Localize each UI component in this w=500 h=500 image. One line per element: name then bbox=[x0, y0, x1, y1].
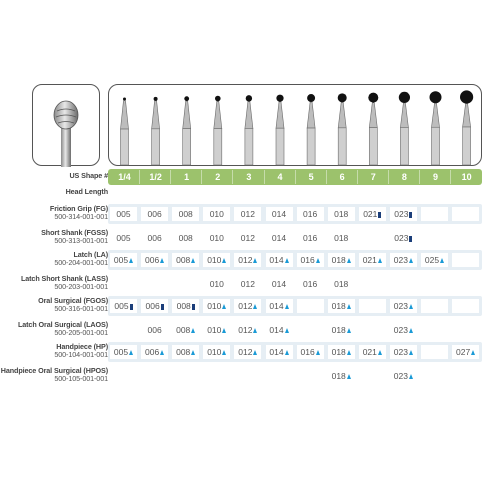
shape-number-6: 4 bbox=[277, 172, 283, 182]
size-value: 005 bbox=[113, 347, 129, 357]
triangle-marker-icon bbox=[440, 258, 444, 263]
size-cell bbox=[203, 253, 230, 267]
size-value: 016 bbox=[303, 279, 318, 289]
size-value: 008 bbox=[178, 233, 193, 243]
row-code: 500-204-001-001 bbox=[54, 258, 108, 267]
triangle-marker-icon bbox=[129, 350, 133, 355]
size-cell bbox=[328, 299, 355, 313]
size-value: 005 bbox=[113, 255, 129, 265]
size-value: 012 bbox=[240, 233, 255, 243]
size-value: 023 bbox=[393, 325, 408, 335]
size-cell bbox=[390, 345, 417, 359]
bur-drawing-5 bbox=[245, 95, 253, 165]
size-cell bbox=[297, 299, 324, 313]
size-cell bbox=[141, 345, 168, 359]
size-cell bbox=[390, 369, 417, 383]
size-value: 010 bbox=[209, 233, 224, 243]
size-cell bbox=[297, 231, 324, 245]
triangle-marker-icon bbox=[378, 258, 382, 263]
size-value: 006 bbox=[147, 209, 162, 219]
size-cell bbox=[266, 323, 293, 337]
size-cell bbox=[234, 345, 261, 359]
size-cell bbox=[172, 231, 199, 245]
size-value: 018 bbox=[334, 209, 349, 219]
size-value: 023 bbox=[394, 209, 409, 219]
size-value: 021 bbox=[362, 255, 377, 265]
size-cell bbox=[452, 299, 479, 313]
shape-separator bbox=[139, 170, 140, 184]
size-cell bbox=[234, 277, 261, 291]
triangle-marker-icon bbox=[160, 258, 164, 263]
triangle-marker-icon bbox=[347, 304, 351, 309]
size-value: 012 bbox=[238, 325, 253, 335]
size-cell bbox=[266, 253, 293, 267]
square-marker-icon bbox=[130, 304, 133, 310]
size-cell bbox=[203, 277, 230, 291]
size-value: 023 bbox=[393, 371, 408, 381]
size-cell bbox=[110, 323, 137, 337]
size-cell bbox=[203, 207, 230, 221]
bur-lineup-frame bbox=[108, 84, 482, 166]
size-cell bbox=[297, 345, 324, 359]
row-label bbox=[0, 229, 108, 245]
size-cell bbox=[266, 207, 293, 221]
row-code: 500-314-001-001 bbox=[54, 212, 108, 221]
size-value: 010 bbox=[207, 301, 222, 311]
shape-separator bbox=[450, 170, 451, 184]
square-marker-icon bbox=[409, 236, 412, 242]
size-cell bbox=[452, 277, 479, 291]
size-cell bbox=[390, 277, 417, 291]
size-cell bbox=[452, 345, 479, 359]
size-cell bbox=[390, 253, 417, 267]
size-value: 016 bbox=[300, 255, 315, 265]
size-value: 014 bbox=[269, 347, 284, 357]
size-cell bbox=[359, 253, 386, 267]
size-value: 018 bbox=[334, 279, 349, 289]
size-cell bbox=[359, 345, 386, 359]
size-value: 012 bbox=[240, 209, 255, 219]
shape-number-8: 6 bbox=[339, 172, 345, 182]
triangle-marker-icon bbox=[409, 350, 413, 355]
round-bur-thumbnail-icon bbox=[33, 85, 101, 167]
triangle-marker-icon bbox=[191, 350, 195, 355]
size-value: 018 bbox=[331, 347, 346, 357]
shape-number-3: 1 bbox=[184, 172, 190, 182]
triangle-marker-icon bbox=[409, 258, 413, 263]
size-cell bbox=[203, 369, 230, 383]
size-cell bbox=[390, 207, 417, 221]
us-shape-label: US Shape # bbox=[69, 171, 108, 180]
size-value: 018 bbox=[334, 233, 349, 243]
size-cell bbox=[328, 369, 355, 383]
size-cell bbox=[359, 231, 386, 245]
size-cell bbox=[328, 323, 355, 337]
size-value: 005 bbox=[114, 301, 129, 311]
triangle-marker-icon bbox=[160, 350, 164, 355]
size-cell bbox=[359, 277, 386, 291]
row-code: 500-203-001-001 bbox=[54, 282, 108, 291]
size-value: 014 bbox=[271, 209, 287, 219]
size-cell bbox=[234, 323, 261, 337]
size-cell bbox=[110, 231, 137, 245]
size-cell bbox=[452, 369, 479, 383]
row-code: 500-104-001-001 bbox=[54, 350, 108, 359]
size-cell bbox=[266, 277, 293, 291]
size-value: 006 bbox=[147, 325, 162, 335]
size-cell bbox=[266, 231, 293, 245]
head-length-label: Head Length bbox=[65, 187, 108, 196]
bur-drawing-2 bbox=[152, 97, 160, 165]
triangle-marker-icon bbox=[285, 350, 289, 355]
triangle-marker-icon bbox=[129, 258, 133, 263]
size-cell bbox=[141, 369, 168, 383]
size-cell bbox=[234, 207, 261, 221]
square-marker-icon bbox=[409, 212, 412, 218]
bur-drawing-11 bbox=[430, 91, 442, 165]
size-value: 010 bbox=[207, 347, 222, 357]
shape-number-11: 9 bbox=[432, 172, 438, 182]
bur-drawing-12 bbox=[460, 90, 473, 165]
triangle-marker-icon bbox=[285, 328, 289, 333]
triangle-marker-icon bbox=[253, 258, 257, 263]
size-cell bbox=[452, 323, 479, 337]
shape-number-7: 5 bbox=[308, 172, 314, 182]
size-cell bbox=[297, 277, 324, 291]
row-label bbox=[0, 343, 108, 359]
size-cell bbox=[172, 253, 199, 267]
size-value: 012 bbox=[240, 279, 255, 289]
size-value: 006 bbox=[145, 255, 160, 265]
size-cell bbox=[203, 231, 230, 245]
size-cell bbox=[172, 369, 199, 383]
size-cell bbox=[110, 345, 137, 359]
size-value: 023 bbox=[394, 233, 409, 243]
row-name: Latch Short Shank (LASS) bbox=[20, 274, 108, 283]
triangle-marker-icon bbox=[253, 350, 257, 355]
bur-drawing-7 bbox=[307, 94, 315, 165]
size-cell bbox=[203, 299, 230, 313]
bur-drawing-6 bbox=[276, 95, 284, 165]
size-cell bbox=[141, 231, 168, 245]
size-cell bbox=[172, 207, 199, 221]
shape-separator bbox=[232, 170, 233, 184]
shape-number-2: 1/2 bbox=[149, 172, 162, 182]
row-name: Latch Oral Surgical (LAOS) bbox=[17, 320, 108, 329]
size-value: 012 bbox=[238, 255, 253, 265]
row-code: 500-316-001-001 bbox=[54, 304, 108, 313]
row-name: Short Shank (FGSS) bbox=[41, 228, 108, 237]
size-cell bbox=[359, 369, 386, 383]
square-marker-icon bbox=[161, 304, 164, 310]
size-cell bbox=[297, 207, 324, 221]
triangle-marker-icon bbox=[191, 258, 195, 263]
size-cell bbox=[234, 369, 261, 383]
triangle-marker-icon bbox=[347, 258, 351, 263]
triangle-marker-icon bbox=[316, 258, 320, 263]
row-code: 500-105-001-001 bbox=[54, 374, 108, 383]
row-name: Handpiece (HP) bbox=[56, 342, 108, 351]
shape-separator bbox=[295, 170, 296, 184]
size-cell bbox=[390, 299, 417, 313]
size-cell bbox=[452, 207, 479, 221]
size-value: 008 bbox=[176, 301, 191, 311]
size-value: 014 bbox=[271, 233, 287, 243]
size-cell bbox=[421, 369, 448, 383]
size-cell bbox=[328, 277, 355, 291]
size-cell bbox=[141, 207, 168, 221]
shape-number-12: 10 bbox=[461, 172, 472, 182]
size-cell bbox=[172, 277, 199, 291]
size-cell bbox=[421, 207, 448, 221]
size-cell bbox=[110, 277, 137, 291]
size-cell bbox=[359, 299, 386, 313]
row-name: Friction Grip (FG) bbox=[49, 204, 108, 213]
triangle-marker-icon bbox=[285, 304, 289, 309]
triangle-marker-icon bbox=[409, 374, 413, 379]
triangle-marker-icon bbox=[222, 350, 226, 355]
size-cell bbox=[234, 253, 261, 267]
size-value: 008 bbox=[176, 347, 191, 357]
shape-number-4: 2 bbox=[215, 172, 221, 182]
size-cell bbox=[421, 277, 448, 291]
size-value: 025 bbox=[424, 255, 440, 265]
size-cell bbox=[203, 345, 230, 359]
size-value: 006 bbox=[145, 301, 160, 311]
size-value: 018 bbox=[331, 371, 346, 381]
size-value: 012 bbox=[238, 301, 253, 311]
size-cell bbox=[328, 207, 355, 221]
size-cell bbox=[328, 231, 355, 245]
size-cell bbox=[328, 253, 355, 267]
shape-separator bbox=[170, 170, 171, 184]
triangle-marker-icon bbox=[285, 258, 289, 263]
size-cell bbox=[359, 207, 386, 221]
shape-separator bbox=[264, 170, 265, 184]
row-name: Handpiece Oral Surgical (HPOS) bbox=[0, 366, 108, 375]
size-value: 021 bbox=[363, 209, 378, 219]
size-value: 021 bbox=[362, 347, 377, 357]
shape-separator bbox=[419, 170, 420, 184]
square-marker-icon bbox=[378, 212, 381, 218]
size-cell bbox=[172, 323, 199, 337]
size-cell bbox=[390, 231, 417, 245]
size-value: 018 bbox=[331, 301, 346, 311]
size-value: 018 bbox=[331, 255, 346, 265]
size-value: 023 bbox=[393, 301, 408, 311]
bur-drawing-4 bbox=[214, 96, 222, 165]
size-cell bbox=[172, 299, 199, 313]
size-cell bbox=[421, 253, 448, 267]
size-cell bbox=[421, 323, 448, 337]
size-value: 010 bbox=[209, 279, 224, 289]
triangle-marker-icon bbox=[222, 328, 226, 333]
triangle-marker-icon bbox=[253, 328, 257, 333]
row-label bbox=[0, 205, 108, 221]
bur-drawing-1 bbox=[121, 98, 129, 165]
row-name: Oral Surgical (FGOS) bbox=[38, 296, 108, 305]
size-value: 010 bbox=[209, 209, 224, 219]
size-value: 006 bbox=[147, 233, 162, 243]
triangle-marker-icon bbox=[316, 350, 320, 355]
size-cell bbox=[266, 369, 293, 383]
size-value: 023 bbox=[393, 347, 408, 357]
size-cell bbox=[452, 253, 479, 267]
size-value: 005 bbox=[116, 233, 131, 243]
triangle-marker-icon bbox=[347, 350, 351, 355]
size-cell bbox=[297, 369, 324, 383]
size-value: 005 bbox=[116, 209, 131, 219]
size-value: 010 bbox=[207, 255, 222, 265]
size-value: 006 bbox=[145, 347, 160, 357]
triangle-marker-icon bbox=[378, 350, 382, 355]
triangle-marker-icon bbox=[253, 304, 257, 309]
size-value: 016 bbox=[300, 347, 315, 357]
size-value: 014 bbox=[269, 325, 284, 335]
row-label bbox=[0, 321, 108, 337]
triangle-marker-icon bbox=[222, 258, 226, 263]
size-value: 023 bbox=[393, 255, 408, 265]
size-cell bbox=[141, 299, 168, 313]
size-value: 014 bbox=[269, 301, 284, 311]
size-cell bbox=[421, 299, 448, 313]
size-cell bbox=[110, 299, 137, 313]
size-value: 012 bbox=[238, 347, 253, 357]
bur-thumbnail-frame bbox=[32, 84, 100, 166]
square-marker-icon bbox=[192, 304, 195, 310]
size-value: 008 bbox=[176, 325, 191, 335]
triangle-marker-icon bbox=[409, 328, 413, 333]
size-cell bbox=[141, 253, 168, 267]
size-value: 008 bbox=[176, 255, 191, 265]
size-cell bbox=[141, 277, 168, 291]
bur-drawing-8 bbox=[338, 93, 347, 165]
shape-number-10: 8 bbox=[401, 172, 407, 182]
row-label bbox=[0, 367, 108, 383]
shape-separator bbox=[201, 170, 202, 184]
size-cell bbox=[328, 345, 355, 359]
size-value: 008 bbox=[178, 209, 193, 219]
bur-drawing-9 bbox=[368, 93, 378, 165]
size-cell bbox=[359, 323, 386, 337]
size-cell bbox=[266, 299, 293, 313]
triangle-marker-icon bbox=[409, 304, 413, 309]
shape-separator bbox=[357, 170, 358, 184]
size-cell bbox=[421, 345, 448, 359]
triangle-marker-icon bbox=[222, 304, 226, 309]
row-code: 500-205-001-001 bbox=[54, 328, 108, 337]
bur-drawing-3 bbox=[183, 96, 191, 165]
size-value: 016 bbox=[303, 209, 318, 219]
row-label bbox=[0, 251, 108, 267]
row-code: 500-313-001-001 bbox=[54, 236, 108, 245]
bur-drawing-10 bbox=[399, 92, 410, 165]
size-cell bbox=[234, 231, 261, 245]
triangle-marker-icon bbox=[347, 374, 351, 379]
size-value: 014 bbox=[271, 279, 287, 289]
size-value: 016 bbox=[303, 233, 318, 243]
size-cell bbox=[452, 231, 479, 245]
row-name: Latch (LA) bbox=[73, 250, 108, 259]
shape-separator bbox=[326, 170, 327, 184]
size-value: 010 bbox=[207, 325, 222, 335]
size-value: 014 bbox=[269, 255, 284, 265]
shape-number-1: 1/4 bbox=[118, 172, 131, 182]
size-cell bbox=[390, 323, 417, 337]
size-cell bbox=[110, 369, 137, 383]
shape-number-5: 3 bbox=[246, 172, 252, 182]
shape-separator bbox=[388, 170, 389, 184]
triangle-marker-icon bbox=[347, 328, 351, 333]
bur-lineup-graphic bbox=[109, 85, 483, 167]
size-value: 027 bbox=[456, 347, 471, 357]
size-cell bbox=[110, 253, 137, 267]
size-cell bbox=[110, 207, 137, 221]
size-cell bbox=[172, 345, 199, 359]
row-label bbox=[0, 275, 108, 291]
size-cell bbox=[421, 231, 448, 245]
size-cell bbox=[266, 345, 293, 359]
size-cell bbox=[203, 323, 230, 337]
size-cell bbox=[297, 323, 324, 337]
size-cell bbox=[141, 323, 168, 337]
size-value: 018 bbox=[331, 325, 346, 335]
triangle-marker-icon bbox=[191, 328, 195, 333]
row-label bbox=[0, 297, 108, 313]
size-cell bbox=[234, 299, 261, 313]
shape-number-9: 7 bbox=[370, 172, 376, 182]
triangle-marker-icon bbox=[471, 350, 475, 355]
size-cell bbox=[297, 253, 324, 267]
